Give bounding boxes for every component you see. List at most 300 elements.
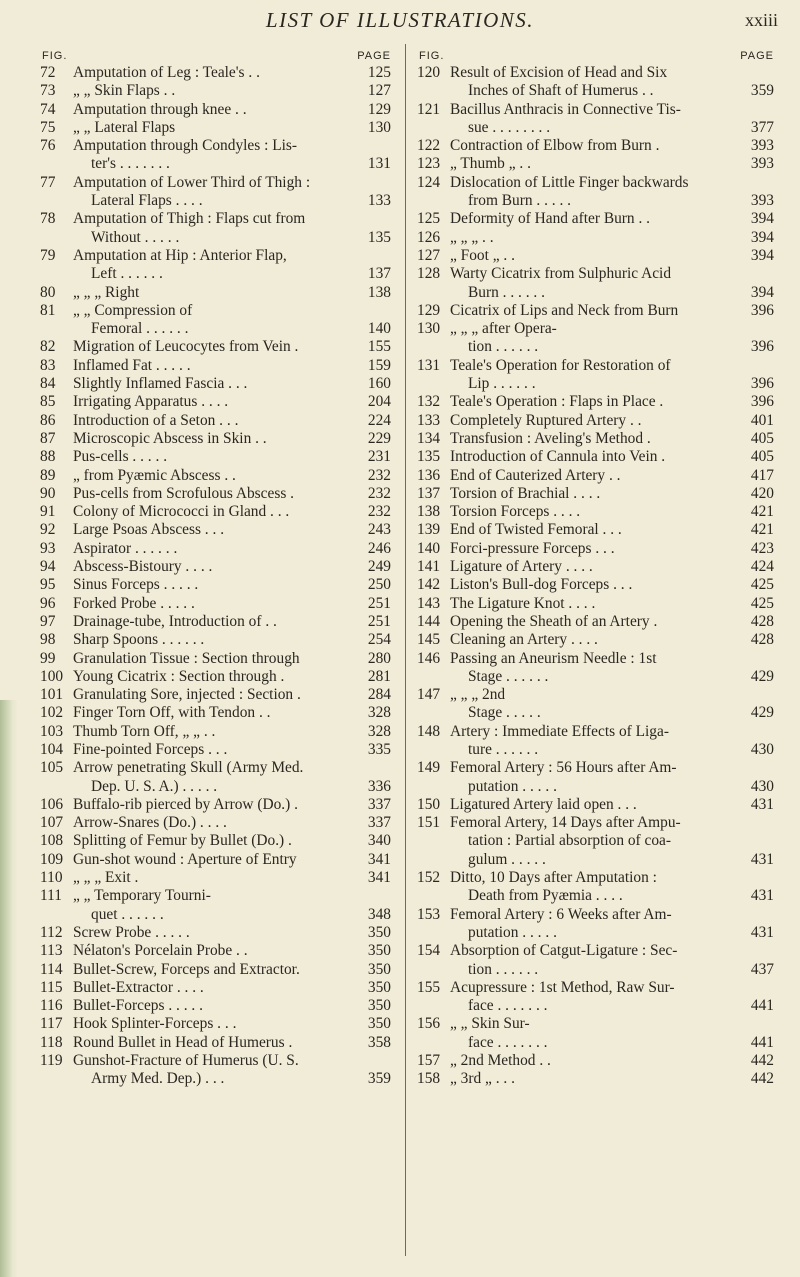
entry-title-line: Ligature of Artery . . . .	[450, 558, 593, 576]
fig-number: 114	[40, 960, 63, 978]
entry-title-line: Drainage-tube, Introduction of . .	[73, 612, 277, 630]
fig-number: 107	[40, 814, 64, 832]
list-item	[417, 412, 778, 430]
entry-title-line: Irrigating Apparatus . . . .	[73, 393, 229, 411]
fig-number: 126	[417, 228, 441, 246]
entry-title-line: Burn . . . . . .	[468, 283, 545, 301]
fig-number: 157	[417, 1052, 441, 1070]
page-ref: 421	[750, 521, 774, 539]
entry-title-line: putation . . . . .	[468, 923, 557, 941]
list-item	[417, 265, 778, 302]
list-item	[417, 247, 778, 265]
entry-title-line: Nélaton's Porcelain Probe . .	[73, 942, 248, 960]
list-item	[417, 540, 778, 558]
entry-title-line: Stage . . . . . .	[468, 667, 549, 685]
page-ref: 341	[367, 869, 391, 887]
column-header	[40, 46, 395, 64]
page-number: xxiii	[744, 10, 778, 30]
list-item	[40, 82, 395, 100]
entry-title-line: tion . . . . . .	[468, 338, 539, 356]
list-item	[40, 210, 395, 247]
list-item	[417, 485, 778, 503]
list-item	[417, 467, 778, 485]
entry-title-line: ter's . . . . . . .	[91, 155, 170, 173]
page-ref: 423	[750, 539, 774, 557]
entry-title-line: Large Psoas Abscess . . .	[73, 521, 225, 539]
entry-title	[450, 814, 738, 869]
list-item	[40, 448, 395, 466]
fig-number: 102	[40, 704, 64, 722]
entry-title	[450, 229, 738, 247]
page-ref: 204	[367, 393, 391, 411]
list-item	[40, 412, 395, 430]
page-ref: 431	[750, 923, 774, 941]
page-ref: 250	[367, 576, 391, 594]
list-item	[417, 558, 778, 576]
page-ref: 417	[750, 466, 774, 484]
page-ref: 284	[367, 686, 391, 704]
entry-title-line: Amputation of Thigh : Flaps cut from	[73, 210, 306, 228]
entry-title	[73, 759, 355, 796]
fig-label: FIG.	[42, 50, 68, 62]
list-item	[40, 942, 395, 960]
entry-title	[73, 357, 355, 375]
page-ref: 232	[367, 466, 391, 484]
list-item	[40, 851, 395, 869]
page-ref: 429	[750, 667, 774, 685]
entry-title-line: Gun-shot wound : Aperture of Entry	[73, 850, 297, 868]
page-ref: 401	[750, 411, 774, 429]
page-ref: 394	[750, 246, 774, 264]
list-item	[40, 540, 395, 558]
entry-title	[73, 924, 355, 942]
entry-title-line: face . . . . . . .	[468, 997, 548, 1015]
fig-number: 87	[40, 429, 56, 447]
entry-title-line: „ „ Skin Flaps . .	[73, 82, 176, 100]
page-ref: 130	[367, 118, 391, 136]
list-item	[417, 906, 778, 943]
fig-number: 88	[40, 448, 56, 466]
page-ref: 231	[367, 448, 391, 466]
list-item	[40, 393, 395, 411]
list-item	[417, 595, 778, 613]
page-ref: 431	[750, 850, 774, 868]
fig-number: 104	[40, 740, 64, 758]
entry-title	[450, 979, 738, 1016]
list-item	[40, 174, 395, 211]
fig-number: 156	[417, 1015, 441, 1033]
fig-number: 121	[417, 100, 441, 118]
list-item	[417, 723, 778, 760]
entry-title	[73, 302, 355, 339]
entry-title-line: Cicatrix of Lips and Neck from Burn	[450, 301, 679, 319]
page-ref: 431	[750, 887, 774, 905]
entry-title	[73, 101, 355, 119]
list-item	[40, 247, 395, 284]
entry-title	[73, 576, 355, 594]
entry-title-line: Cleaning an Artery . . . .	[450, 631, 598, 649]
entry-title-line: „ Foot „ . .	[450, 246, 515, 264]
entry-title-line: Finger Torn Off, with Tendon . .	[73, 704, 271, 722]
entry-title	[73, 668, 355, 686]
entry-title-line: Young Cicatrix : Section through .	[73, 667, 285, 685]
entry-title	[450, 576, 738, 594]
page-ref: 159	[367, 356, 391, 374]
fig-number: 83	[40, 356, 56, 374]
fig-label: FIG.	[419, 50, 445, 62]
entry-title-line: Screw Probe . . . . .	[73, 923, 190, 941]
fig-number: 94	[40, 558, 56, 576]
fig-number: 119	[40, 1052, 63, 1070]
fig-number: 90	[40, 484, 56, 502]
list-item	[417, 613, 778, 631]
list-item	[417, 64, 778, 101]
entry-title	[73, 979, 355, 997]
entry-title-line: gulum . . . . .	[468, 850, 546, 868]
entry-title-line: End of Cauterized Artery . .	[450, 466, 621, 484]
entry-title-line: Left . . . . . .	[91, 265, 163, 283]
page-ref: 249	[367, 558, 391, 576]
entry-title	[450, 137, 738, 155]
running-header	[0, 6, 800, 40]
fig-number: 134	[417, 429, 441, 447]
page-ref: 431	[750, 795, 774, 813]
fig-number: 105	[40, 759, 64, 777]
fig-number: 92	[40, 521, 56, 539]
column-divider	[405, 44, 406, 1256]
fig-number: 74	[40, 100, 56, 118]
entry-title	[450, 485, 738, 503]
list-item	[40, 503, 395, 521]
page-ref: 429	[750, 704, 774, 722]
entry-title-line: face . . . . . . .	[468, 1033, 548, 1051]
list-item	[417, 101, 778, 138]
entry-title	[73, 448, 355, 466]
entry-title	[73, 704, 355, 722]
page-ref: 425	[750, 576, 774, 594]
entry-title-line: „ 2nd Method . .	[450, 1052, 551, 1070]
entry-title-line: Completely Ruptured Artery . .	[450, 411, 642, 429]
page-ref: 394	[750, 228, 774, 246]
entry-title	[73, 851, 355, 869]
page-ref: 131	[367, 155, 391, 173]
entry-title-line: Abscess-Bistoury . . . .	[73, 558, 213, 576]
entry-title	[73, 796, 355, 814]
entry-title-line: The Ligature Knot . . . .	[450, 594, 596, 612]
page-ref: 441	[750, 1033, 774, 1051]
list-item	[40, 650, 395, 668]
list-item	[40, 430, 395, 448]
entry-title	[73, 284, 355, 302]
entry-title-line: Pus-cells from Scrofulous Abscess .	[73, 484, 295, 502]
page-ref: 350	[367, 997, 391, 1015]
entry-title-line: „ „ „ Right	[73, 283, 140, 301]
entry-title	[450, 869, 738, 906]
entry-title-line: Granulating Sore, injected : Section .	[73, 686, 301, 704]
page-ref: 396	[750, 393, 774, 411]
list-item	[417, 357, 778, 394]
entry-title	[450, 650, 738, 687]
entry-title-line: Bullet-Screw, Forceps and Extractor.	[73, 960, 300, 978]
page-ref: 133	[367, 192, 391, 210]
entry-title-line: Liston's Bull-dog Forceps . . .	[450, 576, 633, 594]
page-ref: 137	[367, 265, 391, 283]
page-ref: 396	[750, 338, 774, 356]
page-ref: 254	[367, 631, 391, 649]
entry-title-line: quet . . . . . .	[91, 905, 164, 923]
page-ref: 337	[367, 814, 391, 832]
entry-title	[450, 796, 738, 814]
entry-title	[73, 1052, 355, 1089]
entry-title	[450, 558, 738, 576]
page-ref: 341	[367, 850, 391, 868]
list-item	[40, 576, 395, 594]
page-ref: 340	[367, 832, 391, 850]
entry-title-line: „ „ „ 2nd	[450, 686, 506, 704]
entry-title-line: Acupressure : 1st Method, Raw Sur-	[450, 978, 675, 996]
page-ref: 442	[750, 1052, 774, 1070]
entry-title	[73, 887, 355, 924]
entry-title	[73, 650, 355, 668]
list-item	[40, 338, 395, 356]
page-ref: 441	[750, 997, 774, 1015]
fig-number: 154	[417, 942, 441, 960]
page-ref: 358	[367, 1033, 391, 1051]
entry-title-line: Teale's Operation : Flaps in Place .	[450, 393, 664, 411]
entry-title-line: tion . . . . . .	[468, 960, 539, 978]
fig-number: 100	[40, 667, 64, 685]
fig-number: 110	[40, 869, 63, 887]
list-item	[417, 320, 778, 357]
entry-title-line: Death from Pyæmia . . . .	[468, 887, 623, 905]
fig-number: 155	[417, 978, 441, 996]
entry-title-line: Aspirator . . . . . .	[73, 539, 178, 557]
fig-number: 153	[417, 905, 441, 923]
entry-title-line: sue . . . . . . . .	[468, 118, 551, 136]
list-item	[40, 64, 395, 82]
fig-number: 76	[40, 137, 56, 155]
column-header	[417, 46, 778, 64]
entry-title-line: Inflamed Fat . . . . .	[73, 356, 191, 374]
page-ref: 125	[367, 64, 391, 81]
list-item	[40, 119, 395, 137]
page-ref: 243	[367, 521, 391, 539]
page-ref: 425	[750, 594, 774, 612]
list-item	[40, 869, 395, 887]
page-ref: 348	[367, 905, 391, 923]
page-ref: 350	[367, 978, 391, 996]
page-ref: 350	[367, 942, 391, 960]
entry-title	[450, 595, 738, 613]
entry-title-line: Teale's Operation for Restoration of	[450, 356, 671, 374]
entry-title-line: Transfusion : Aveling's Method .	[450, 429, 651, 447]
list-item	[417, 430, 778, 448]
list-item	[417, 576, 778, 594]
entry-title-line: „ 3rd „ . . .	[450, 1070, 515, 1088]
entry-title	[450, 430, 738, 448]
entry-title-line: Contraction of Elbow from Burn .	[450, 137, 660, 155]
list-item	[40, 668, 395, 686]
entry-title-line: Opening the Sheath of an Artery .	[450, 612, 658, 630]
entry-title-line: Arrow penetrating Skull (Army Med.	[73, 759, 304, 777]
entry-title	[450, 906, 738, 943]
entry-title-line: Inches of Shaft of Humerus . .	[468, 82, 654, 100]
fig-number: 115	[40, 978, 63, 996]
page-ref: 224	[367, 411, 391, 429]
entry-title	[73, 540, 355, 558]
fig-number: 141	[417, 558, 441, 576]
page-ref: 281	[367, 667, 391, 685]
running-title: LIST OF ILLUSTRATIONS.	[265, 8, 535, 32]
entry-title	[73, 338, 355, 356]
list-item	[417, 155, 778, 173]
entry-title	[73, 613, 355, 631]
fig-number: 124	[417, 173, 441, 191]
entry-title	[450, 320, 738, 357]
entry-title-line: Granulation Tissue : Section through	[73, 649, 300, 667]
fig-number: 106	[40, 795, 64, 813]
page-ref: 442	[750, 1070, 774, 1088]
list-item	[40, 924, 395, 942]
entry-title-line: Femoral Artery : 56 Hours after Am-	[450, 759, 677, 777]
page-ref: 251	[367, 612, 391, 630]
fig-number: 123	[417, 155, 441, 173]
fig-number: 132	[417, 393, 441, 411]
entry-title-line: Lateral Flaps . . . .	[91, 192, 203, 210]
entry-title-line: Introduction of a Seton . . .	[73, 411, 239, 429]
fig-number: 99	[40, 649, 56, 667]
entry-title-line: „ „ „ . .	[450, 228, 494, 246]
page-ref: 396	[750, 375, 774, 393]
entry-title-line: Buffalo-rib pierced by Arrow (Do.) .	[73, 795, 298, 813]
fig-number: 81	[40, 301, 56, 319]
entry-title-line: Dep. U. S. A.) . . . . .	[91, 777, 218, 795]
entry-title-line: Artery : Immediate Effects of Liga-	[450, 722, 669, 740]
page-ref: 229	[367, 429, 391, 447]
list-item	[417, 448, 778, 466]
entry-title-line: Amputation of Leg : Teale's . .	[73, 64, 260, 81]
entry-title	[73, 393, 355, 411]
list-item	[40, 832, 395, 850]
page-ref: 251	[367, 594, 391, 612]
fig-number: 80	[40, 283, 56, 301]
entry-title-line: „ „ Temporary Tourni-	[73, 887, 211, 905]
page-ref: 393	[750, 155, 774, 173]
page-ref: 420	[750, 484, 774, 502]
fig-number: 143	[417, 594, 441, 612]
fig-number: 85	[40, 393, 56, 411]
entry-title-line: End of Twisted Femoral . . .	[450, 521, 622, 539]
entry-title	[450, 357, 738, 394]
list-item	[40, 979, 395, 997]
list-item	[40, 997, 395, 1015]
entry-title-line: Bullet-Forceps . . . . .	[73, 997, 203, 1015]
page-ref: 135	[367, 228, 391, 246]
entry-title-line: „ „ Lateral Flaps	[73, 118, 176, 136]
list-item	[417, 796, 778, 814]
list-item	[40, 759, 395, 796]
page-ref: 246	[367, 539, 391, 557]
fig-number: 142	[417, 576, 441, 594]
list-item	[40, 284, 395, 302]
fig-number: 77	[40, 173, 56, 191]
list-item	[40, 686, 395, 704]
list-item	[417, 631, 778, 649]
entry-title-line: Without . . . . .	[91, 228, 180, 246]
entry-title	[73, 82, 355, 100]
page-ref: 140	[367, 320, 391, 338]
fig-number: 111	[40, 887, 62, 905]
entry-title	[450, 302, 738, 320]
fig-number: 78	[40, 210, 56, 228]
list-item	[417, 174, 778, 211]
entry-title	[73, 558, 355, 576]
page-ref: 336	[367, 777, 391, 795]
entry-title-line: Result of Excision of Head and Six	[450, 64, 668, 81]
list-item	[417, 229, 778, 247]
page-ref: 430	[750, 777, 774, 795]
fig-number: 150	[417, 795, 441, 813]
entry-title	[73, 485, 355, 503]
entry-title-line: Splitting of Femur by Bullet (Do.) .	[73, 832, 292, 850]
entry-title-line: Arrow-Snares (Do.) . . . .	[73, 814, 227, 832]
entry-title	[450, 247, 738, 265]
page-label: PAGE	[357, 50, 391, 62]
entry-title	[73, 961, 355, 979]
page-ref: 428	[750, 631, 774, 649]
entry-title-line: Amputation through Condyles : Lis-	[73, 137, 298, 155]
entry-title-line: Sharp Spoons . . . . . .	[73, 631, 205, 649]
entry-title-line: Forci-pressure Forceps . . .	[450, 539, 615, 557]
entry-title	[73, 631, 355, 649]
entry-title	[73, 1034, 355, 1052]
entry-title	[73, 814, 355, 832]
entry-title	[73, 942, 355, 960]
entry-list	[40, 64, 395, 1089]
fig-number: 79	[40, 246, 56, 264]
page-ref: 337	[367, 795, 391, 813]
entry-title-line: Thumb Torn Off, „ „ . .	[73, 722, 216, 740]
entry-title	[73, 430, 355, 448]
entry-title-line: Lip . . . . . .	[468, 375, 536, 393]
entry-title	[450, 467, 738, 485]
fig-number: 128	[417, 265, 441, 283]
entry-title-line: Stage . . . . .	[468, 704, 541, 722]
page-ref: 160	[367, 375, 391, 393]
fig-number: 93	[40, 539, 56, 557]
list-item	[40, 485, 395, 503]
entry-title	[73, 210, 355, 247]
fig-number: 72	[40, 64, 56, 81]
entry-title	[450, 631, 738, 649]
list-item	[417, 869, 778, 906]
list-item	[40, 741, 395, 759]
fig-number: 103	[40, 722, 64, 740]
page-ref: 232	[367, 484, 391, 502]
list-item	[417, 814, 778, 869]
entry-title-line: „ „ „ Exit .	[73, 869, 139, 887]
list-item	[40, 137, 395, 174]
fig-number: 98	[40, 631, 56, 649]
fig-number: 101	[40, 686, 64, 704]
entry-title-line: Ditto, 10 Days after Amputation :	[450, 869, 657, 887]
entry-title-line: Femoral Artery, 14 Days after Ampu-	[450, 814, 681, 832]
page-ref: 393	[750, 192, 774, 210]
entry-title	[450, 101, 738, 138]
list-item	[40, 302, 395, 339]
page-ref: 421	[750, 503, 774, 521]
fig-number: 75	[40, 118, 56, 136]
